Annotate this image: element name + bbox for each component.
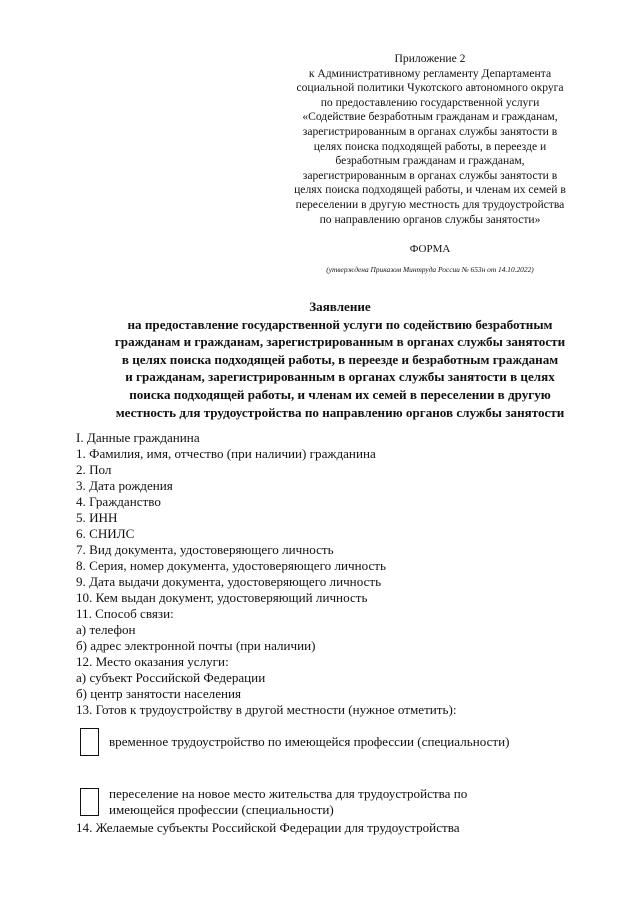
appendix-line: «Содействие безработным гражданам и гражданам,: [302, 110, 558, 124]
field-id-number: 8. Серия, номер документа, удостоверяющего личность: [76, 558, 386, 573]
option-label: переселение на новое место жительства для трудоустройства по: [109, 786, 468, 801]
field-service-place: 12. Место оказания услуги:: [76, 654, 229, 669]
form-fields: [76, 430, 616, 836]
title-line: и гражданам, зарегистрированным в органах службы занятости в целях: [125, 369, 555, 385]
appendix-header: [270, 52, 590, 227]
option-label: временное трудоустройство по имеющейся профессии (специальности): [109, 734, 510, 749]
relocation-checkbox[interactable]: [80, 788, 99, 816]
appendix-line: Приложение 2: [394, 52, 466, 65]
field-birth-date: 3. Дата рождения: [76, 478, 173, 493]
appendix-line: по предоставлению государственной услуги: [320, 95, 540, 109]
form-label: ФОРМА: [409, 243, 451, 255]
field-desired-regions: 14. Желаемые субъекты Российской Федерации для трудоустройства: [76, 820, 460, 835]
field-federal-subject: а) субъект Российской Федерации: [76, 670, 266, 685]
appendix-line: безработным гражданам и гражданам,: [335, 154, 525, 168]
title-line: гражданам и гражданам, зарегистрированным в органах службы занятости: [114, 334, 566, 350]
field-id-type: 7. Вид документа, удостоверяющего личность: [76, 542, 334, 557]
appendix-line: по направлению органов службы занятости»: [319, 212, 541, 226]
field-sex: 2. Пол: [76, 462, 112, 477]
field-id-issue-date: 9. Дата выдачи документа, удостоверяющего личность: [76, 574, 382, 589]
approved-note: (утверждена Приказом Минтруда России № 653н от 14.10.2022): [326, 265, 534, 274]
field-snils: 6. СНИЛС: [76, 526, 135, 541]
field-ready-relocate: 13. Готов к трудоустройству в другой местности (нужное отметить):: [76, 702, 457, 717]
field-id-issuer: 10. Кем выдан документ, удостоверяющий личность: [76, 590, 368, 605]
option-temporary-employment: [76, 718, 616, 768]
field-employment-center: б) центр занятости населения: [76, 686, 242, 701]
field-full-name: 1. Фамилия, имя, отчество (при наличии) гражданина: [76, 446, 376, 461]
title-line: на предоставление государственной услуги по содействию безработным: [127, 316, 553, 332]
appendix-line: зарегистрированным в органах службы занятости в: [302, 124, 558, 138]
appendix-line: переселении в другую местность для трудоустройства: [295, 197, 565, 211]
appendix-line: социальной политики Чукотского автономного округа: [296, 81, 564, 95]
appendix-line: целях поиска подходящей работы, и членам их семей в: [294, 183, 566, 197]
title-line: Заявление: [309, 299, 371, 314]
field-contact-method: 11. Способ связи:: [76, 606, 174, 621]
appendix-line: зарегистрированным в органах службы занятости в: [302, 168, 558, 182]
title-line: местность для трудоустройства по направлению органов службы занятости: [115, 404, 565, 420]
field-citizenship: 4. Гражданство: [76, 494, 161, 509]
temporary-employment-checkbox[interactable]: [80, 728, 99, 756]
section-heading: I. Данные гражданина: [76, 430, 200, 445]
option-relocation: [76, 768, 616, 817]
option-label: имеющейся профессии (специальности): [109, 802, 334, 817]
title-line: поиска подходящей работы, и членам их семей в переселении в другую: [129, 386, 551, 402]
field-email: б) адрес электронной почты (при наличии): [76, 638, 316, 653]
appendix-line: целях поиска подходящей работы, в переезде и: [313, 139, 547, 153]
field-phone: а) телефон: [76, 622, 136, 637]
appendix-line: к Административному регламенту Департамента: [308, 66, 552, 80]
document-title: [60, 298, 620, 421]
field-inn: 5. ИНН: [76, 510, 118, 525]
title-line: в целях поиска подходящей работы, в переезде и безработным гражданам: [121, 351, 559, 367]
